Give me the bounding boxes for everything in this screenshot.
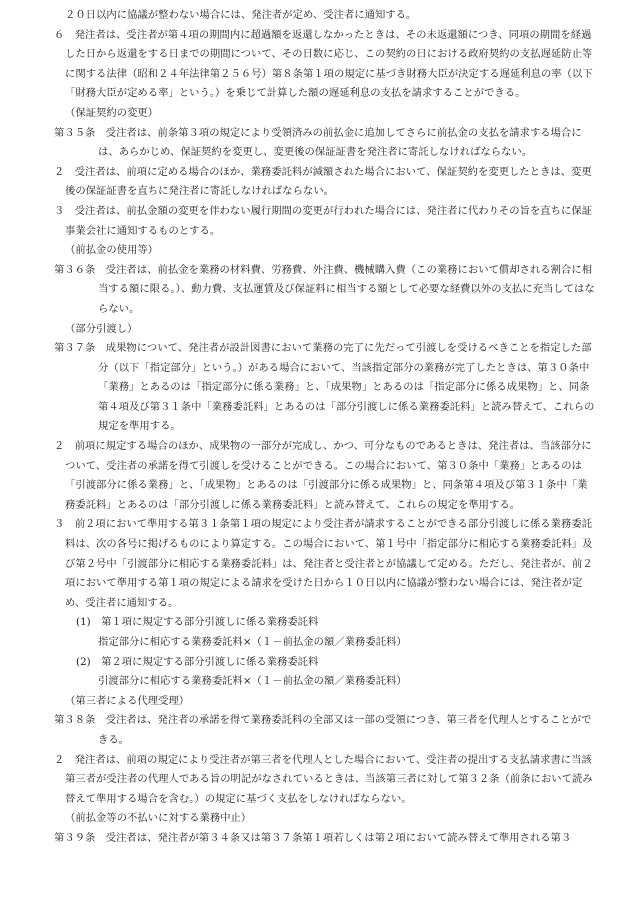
caption-nonpayment-suspension: （前払金等の不払いに対する業務中止） [65, 812, 252, 825]
formula-1: 指定部分に相応する業務委託料×（１－前払金の額／業務委託料） [98, 636, 407, 648]
paragraph-continuation: ２０日以内に協議が整わない場合には、発注者が定め、受注者に通知する。 [65, 9, 417, 21]
article-35: 第３５条 受注者は、前条第３項の規定により受領済みの前払金に追加してさらに前払金の支払を請求する場合には、あらかじめ、保証契約を変更し、変更後の保証証書を発注者に寄託しなければならない。 [54, 126, 582, 159]
article-37: 第３７条 成果物について、発注者が設計図書において業務の完了に先だって引渡しを受けるべきことを指定した部分（以下「指定部分」という。）がある場合において、当該指定部分の業務が完了したときは、第３０条中「業務」とあるのは「指定部分に係る業務」と、「成果物」とあるのは「指定部分に係る成果物」と、同条第４項及び第３１条中「業務委託料」とあるのは「部分引渡しに係る業務委託料」と読み替えて、これらの規定を準用する。 [54, 342, 595, 433]
paragraph-art35-2: ２ 受注者は、前項に定める場合のほか、業務委託料が減額された場合において、保証契約を変更したときは、変更後の保証証書を直ちに発注者に寄託しなければならない。 [54, 165, 592, 198]
article-39: 第３９条 受注者は、発注者が第３４条又は第３７条第１項若しくは第２項において読み替えて準用される第３ [54, 831, 572, 844]
item-1: (1) 第１項に規定する部分引渡しに係る業務委託料 [76, 616, 319, 629]
item-2: (2) 第２項に規定する部分引渡しに係る業務委託料 [76, 655, 319, 668]
paragraph-art38-2: ２ 発注者は、前項の規定により受注者が第三者を代理人とした場合において、受注者の提出する支払請求書に当該第三者が受注者の代理人である旨の明記がなされているときは、当該第三者に対して第３２条（前条において読み替えて準用する場合を含む。）の規定に基づく支払をしなければならない。 [54, 753, 593, 805]
paragraph-art35-3: ３ 受注者は、前払金額の変更を伴わない履行期間の変更が行われた場合には、発注者に代わりその旨を直ちに保証事業会社に通知するものとする。 [54, 204, 593, 237]
article-36: 第３６条 受注者は、前払金を業務の材料費、労務費、外注費、機械購入費（この業務において償却される割合に相当する額に限る。）、動力費、支払運賃及び保証料に相当する額として必要な経費以外の支払に充当してはならない。 [54, 263, 595, 315]
caption-third-party: （第三者による代理受理） [65, 694, 190, 707]
paragraph-art37-2: ２ 前項に規定する場合のほか、成果物の一部分が完成し、かつ、可分なものであるときは、発注者は、当該部分について、受注者の承諾を得て引渡しを受けることができる。この場合において、第３０条中「業務」とあるのは「引渡部分に係る業務」と、「成果物」とあるのは「引渡部分に係る成果物」と、同条第４項及び第３１条中「業務委託料」とあるのは「部分引渡しに係る業務委託料」と読み替えて、これらの規定を準用する。 [54, 440, 592, 511]
caption-advance-use: （前払金の使用等） [65, 244, 159, 257]
paragraph-art34-6: ６ 発注者は、受注者が第４項の期間内に超過額を返還しなかったときは、その未返還額につき、同項の期間を経過した日から返還をする日までの期間について、その日数に応じ、この契約の日における政府契約の支払遅延防止等に関する法律（昭和２４年法律第２５６号）第８条第１項の規定に基づき財務大臣が決定する遅延利息の率（以下「財務大臣が定める率」という。）を乗じて計算した額の遅延利息の支払を請求することができる。 [54, 28, 593, 100]
formula-2: 引渡部分に相応する業務委託料×（１－前払金の額／業務委託料） [98, 675, 407, 688]
caption-partial-delivery: （部分引渡し） [65, 322, 138, 335]
article-38: 第３８条 受注者は、発注者の承諾を得て業務委託料の全部又は一部の受領につき、第三者を代理人とすることができる。 [54, 714, 592, 746]
caption-guarantee-change: （保証契約の変更） [65, 106, 159, 119]
paragraph-art37-3: ３ 前２項において準用する第３１条第１項の規定により受注者が請求することができる部分引渡しに係る業務委託料は、次の各号に掲げるものにより算定する。この場合において、第１号中「指定部分に相応する業務委託料」及び第２号中「引渡部分に相応する業務委託料」は、発注者と受注者とが協議して定める。ただし、発注者が、前２項において準用する第１項の規定による請求を受けた日から１０日以内に協議が整わない場合には、発注者が定め、受注者に通知する。 [54, 518, 593, 609]
